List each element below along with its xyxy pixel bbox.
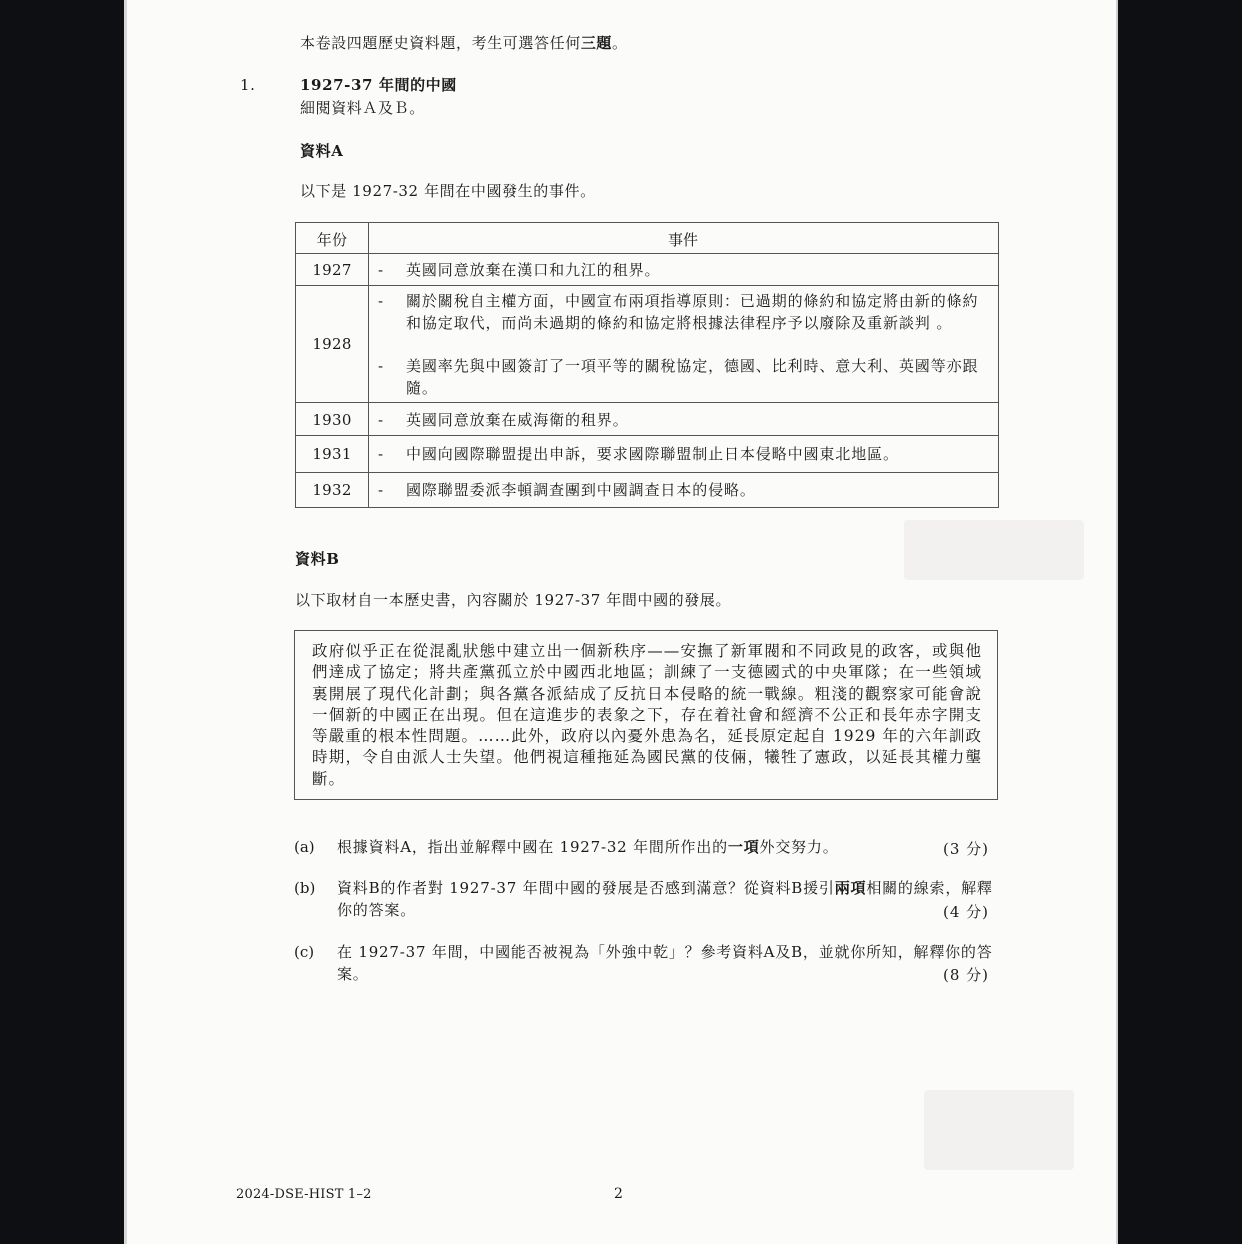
table-row-event: 美國率先與中國簽訂了一項平等的關稅協定，德國、比利時、意大利、英國等亦跟隨。 [406, 357, 979, 397]
source-a-intro: 以下是 1927-32 年間在中國發生的事件。 [300, 182, 596, 200]
footer-page-number: 2 [614, 1186, 623, 1202]
source-a-table [295, 222, 999, 508]
table-row-event: 中國向國際聯盟提出申訴，要求國際聯盟制止日本侵略中國東北地區。 [406, 445, 899, 463]
table-row-year: 1930 [312, 411, 352, 429]
table-row-year: 1931 [312, 445, 352, 463]
footer-paper-code: 2024-DSE-HIST 1–2 [236, 1187, 372, 1202]
table-row-divider [296, 435, 998, 436]
table-header-year: 年份 [316, 231, 348, 249]
source-b-box [294, 630, 998, 800]
scan-smudge [904, 520, 1084, 580]
subquestion-text-bold: 兩項 [834, 879, 867, 897]
table-row-divider [296, 472, 998, 473]
bullet-dash: - [378, 292, 384, 310]
source-b-heading: 資料B [295, 550, 340, 568]
subquestion-label: (c) [294, 943, 315, 961]
table-row-event: 英國同意放棄在漢口和九江的租界。 [406, 261, 661, 279]
subquestion-label: (a) [294, 838, 315, 856]
table-row-event: 英國同意放棄在威海衛的租界。 [406, 411, 629, 429]
subquestion-text [337, 836, 897, 858]
question-number: 1. [240, 76, 256, 94]
source-b-passage: 政府似乎正在從混亂狀態中建立出一個新秩序——安撫了新軍閥和不同政見的政客，或與他們達成了協定；將共產黨孤立於中國西北地區；訓練了一支德國式的中央軍隊；在一些領域裏開展了現代化計劃；與各黨各派結成了反抗日本侵略的統一戰線。粗淺的觀察家可能會說一個新的中國正在出現。但在這進步的表象之下，存在着社會和經濟不公正和長年赤字開支等嚴重的根本性問題。……此外，政府以內憂外患為名，延長原定起自 1929 年的六年訓政時期，令自由派人士失望。他們視這種拖延為國民黨的伎倆，犧牲了憲政，以延長其權力壟斷。 [312, 642, 982, 788]
intro-bold: 三題 [580, 34, 613, 52]
subquestion-text [337, 941, 997, 985]
question-title: 1927-37 年間的中國 [300, 76, 457, 94]
bullet-dash: - [378, 411, 384, 429]
table-row-year: 1928 [312, 335, 352, 353]
table-header-event: 事件 [667, 231, 698, 249]
table-row-year: 1927 [312, 261, 352, 279]
bullet-dash: - [378, 481, 384, 499]
subquestion-text-part: 資料B的作者對 1927-37 年間中國的發展是否感到滿意？從資料B援引 [337, 879, 835, 897]
question-instruction: 細閱資料Ａ及Ｂ。 [300, 99, 425, 117]
bullet-dash: - [378, 357, 384, 375]
source-b-intro: 以下取材自一本歷史書，內容關於 1927-37 年間中國的發展。 [295, 591, 732, 609]
table-row-year: 1932 [312, 481, 352, 499]
subquestion-text-bold: 一項 [727, 838, 760, 856]
source-a-heading: 資料A [300, 142, 344, 160]
subquestion-text-part: 在 1927-37 年間，中國能否被視為「外強中乾」？參考資料A及B，並就你所知，解釋你的答案。 [337, 943, 993, 983]
bullet-dash: - [378, 261, 384, 279]
subquestion-marks: (4 分) [943, 903, 990, 921]
paper-intro [300, 33, 628, 53]
subquestion-text-part: 相關的線索，解釋你的答案。 [337, 879, 993, 919]
scan-smudge [924, 1090, 1074, 1170]
exam-page [124, 0, 1118, 1244]
table-row-divider [296, 285, 998, 286]
table-row-event: 關於關稅自主權方面，中國宣布兩項指導原則：已過期的條約和協定將由新的條約和協定取代，而尚未過期的條約和協定將根據法律程序予以廢除及重新談判 。 [406, 292, 979, 332]
table-row-divider [296, 253, 998, 254]
table-row-event: 國際聯盟委派李頓調查團到中國調查日本的侵略。 [406, 481, 756, 499]
subquestion-text-part: 外交努力。 [759, 838, 839, 856]
table-column-divider [368, 223, 369, 507]
subquestion-text-part: 根據資料A，指出並解釋中國在 1927-32 年間所作出的 [337, 838, 728, 856]
subquestion-label: (b) [294, 879, 316, 897]
table-row-divider [296, 402, 998, 403]
intro-text: 本卷設四題歷史資料題，考生可選答任何 [300, 34, 581, 52]
bullet-dash: - [378, 445, 384, 463]
subquestion-marks: (3 分) [943, 840, 990, 858]
intro-end: 。 [612, 34, 628, 52]
subquestion-marks: (8 分) [943, 966, 990, 984]
subquestion-text [337, 877, 997, 921]
